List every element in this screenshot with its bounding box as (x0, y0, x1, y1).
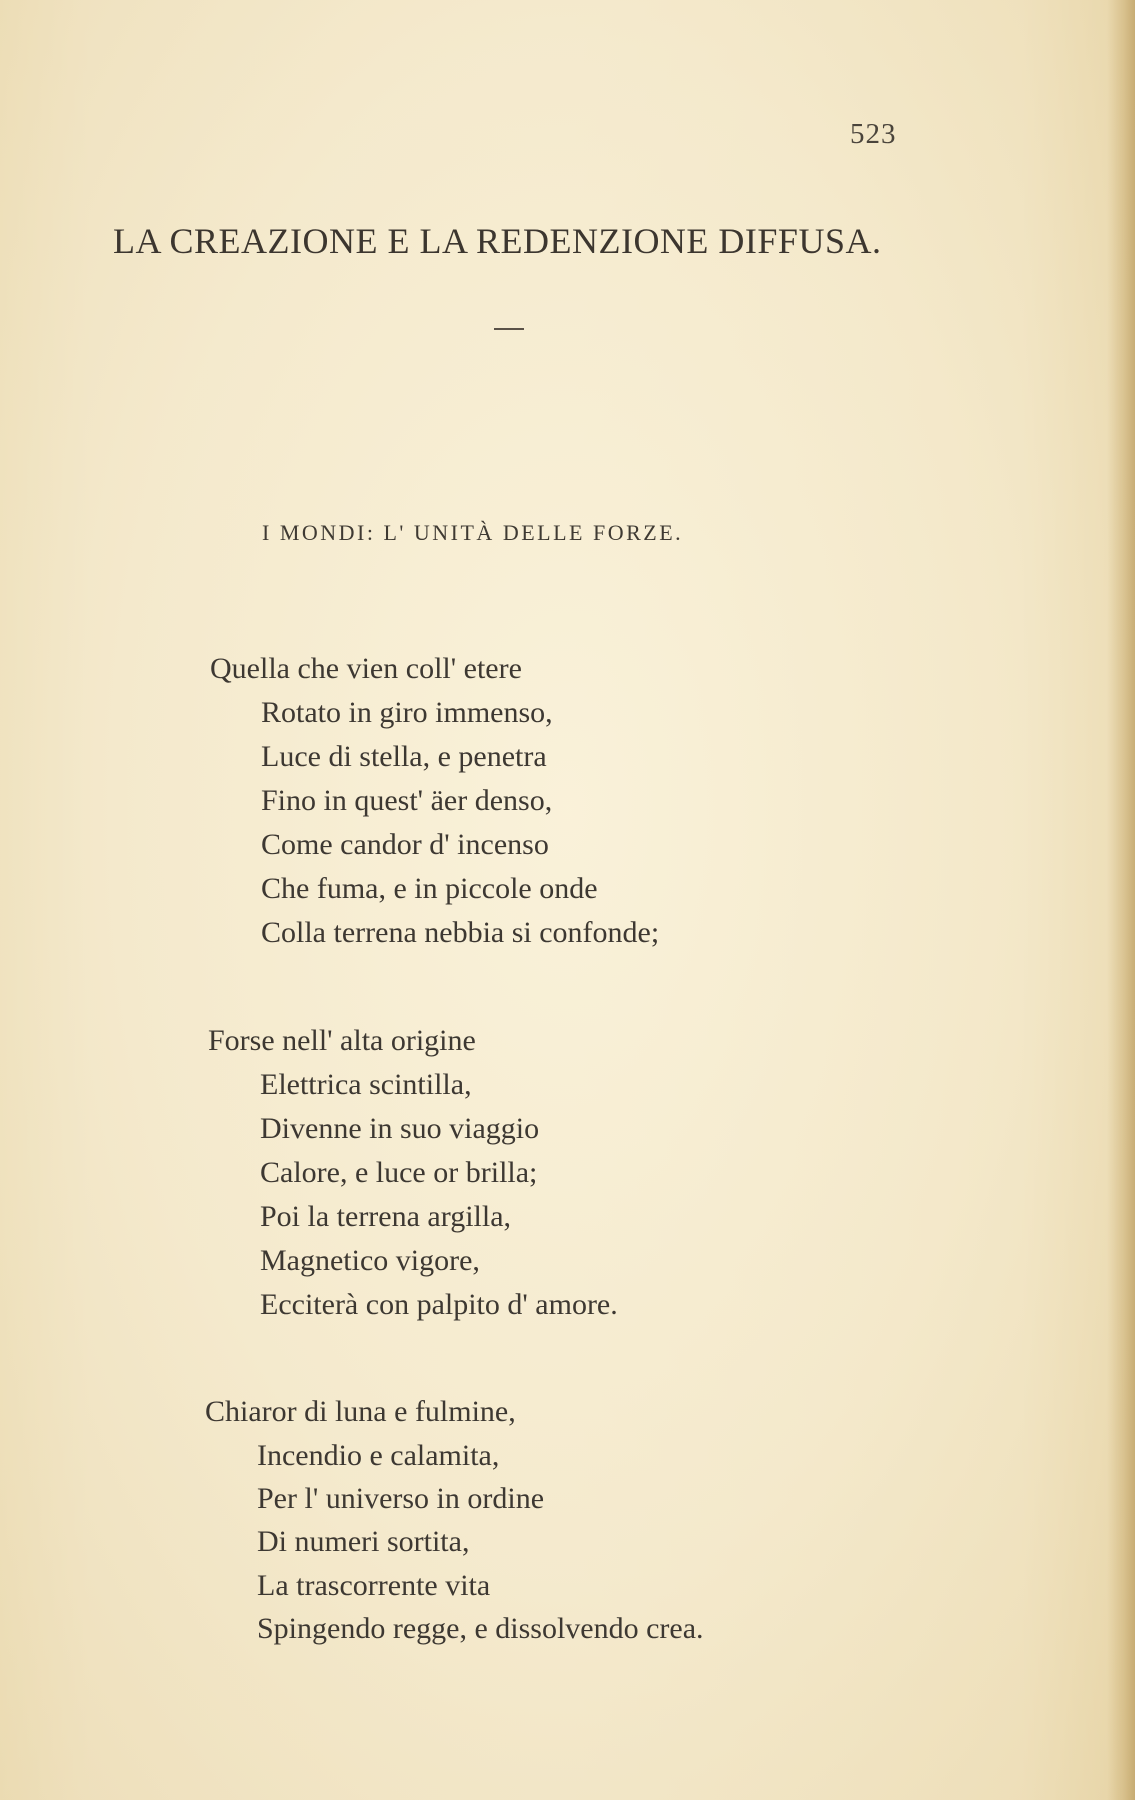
verse-line: Per l' universo in ordine (257, 1482, 545, 1515)
page-number: 523 (850, 118, 897, 150)
verse-line: Di numeri sortita, (257, 1525, 470, 1558)
verse-line: Calore, e luce or brilla; (260, 1156, 538, 1189)
verse-line: Poi la terrena argilla, (260, 1200, 512, 1233)
verse-line: Come candor d' incenso (261, 828, 549, 861)
section-heading: I MONDI: L' UNITÀ DELLE FORZE. (262, 520, 684, 545)
verse-line: Che fuma, e in piccole onde (261, 872, 598, 905)
verse-line: Chiaror di luna e fulmine, (205, 1395, 516, 1428)
verse-line: Forse nell' alta origine (208, 1024, 476, 1057)
verse-line: Luce di stella, e penetra (261, 740, 547, 773)
verse-line: Incendio e calamita, (257, 1439, 500, 1472)
verse-line: Fino in quest' äer denso, (261, 784, 553, 817)
verse-line: Colla terrena nebbia si confonde; (261, 916, 660, 949)
title-divider (494, 328, 524, 330)
verse-line: Rotato in giro immenso, (261, 696, 553, 729)
verse-line: Ecciterà con palpito d' amore. (260, 1288, 618, 1321)
verse-line: Magnetico vigore, (260, 1244, 480, 1277)
verse-line: Divenne in suo viaggio (260, 1112, 540, 1145)
chapter-title: LA CREAZIONE E LA REDENZIONE DIFFUSA. (113, 221, 882, 261)
verse-line: Spingendo regge, e dissolvendo crea. (257, 1612, 704, 1645)
verse-line: La trascorrente vita (257, 1569, 491, 1602)
page-edge-shadow (1107, 0, 1135, 1800)
verse-line: Elettrica scintilla, (260, 1068, 472, 1101)
verse-line: Quella che vien coll' etere (210, 652, 522, 685)
